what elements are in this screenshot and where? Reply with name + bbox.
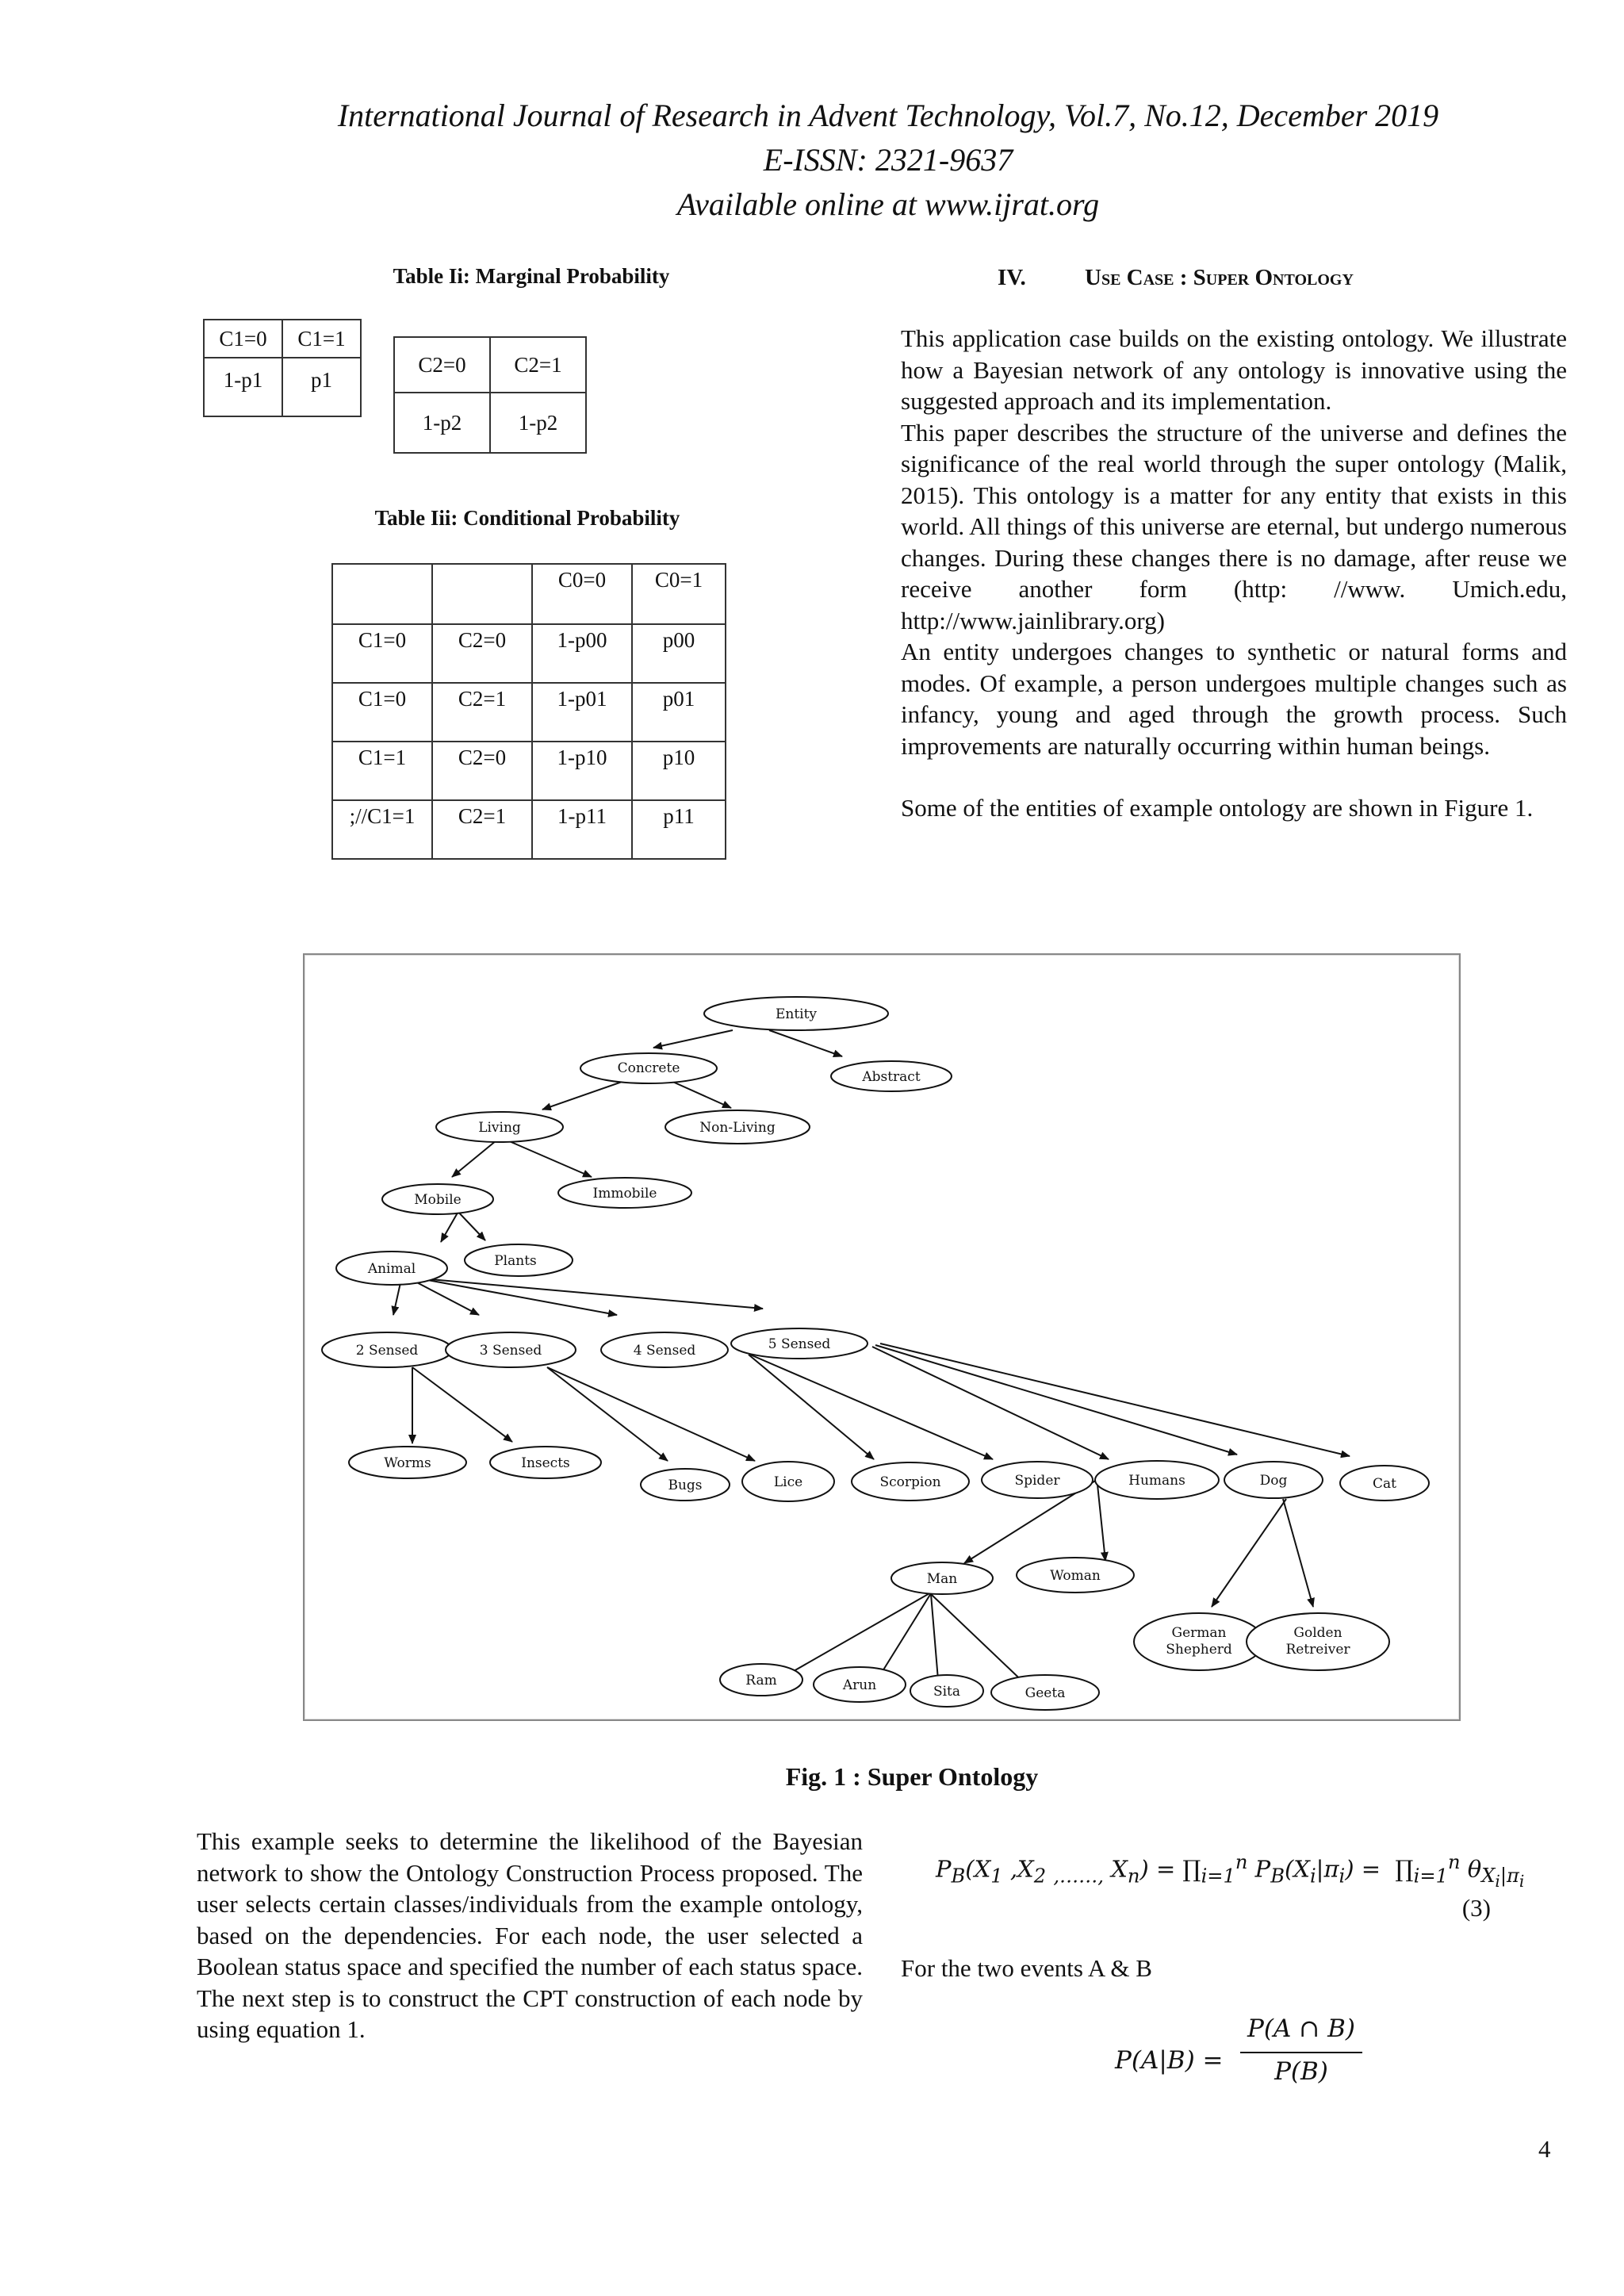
table2-caption: Table Ii: Marginal Probability bbox=[393, 264, 670, 288]
table-cell: p11 bbox=[632, 800, 726, 859]
node-nonliving: Non-Living bbox=[699, 1120, 776, 1136]
table-cell: C2=1 bbox=[432, 800, 532, 859]
table-cell: C1=1 bbox=[282, 320, 361, 358]
table-cell: 1-p2 bbox=[394, 393, 490, 453]
node-golden-line2: Retreiver bbox=[1285, 1642, 1350, 1658]
node-geeta: Geeta bbox=[1025, 1685, 1066, 1701]
table-row bbox=[332, 624, 726, 683]
node-insects: Insects bbox=[521, 1455, 570, 1471]
bottom-left-text bbox=[197, 1826, 863, 2045]
figure-caption: Fig. 1 : Super Ontology bbox=[785, 1762, 1039, 1791]
ontology-tree-diagram bbox=[304, 955, 1459, 1719]
node-immobile: Immobile bbox=[592, 1186, 657, 1202]
node-abstract: Abstract bbox=[862, 1069, 921, 1085]
page-number: 4 bbox=[1538, 2135, 1551, 2163]
node-cat: Cat bbox=[1373, 1476, 1396, 1492]
table-cell: C2=0 bbox=[432, 624, 532, 683]
table-cell: C2=0 bbox=[432, 742, 532, 800]
paragraph: Some of the entities of example ontology are shown in Figure 1. bbox=[901, 794, 1534, 822]
node-scorpion: Scorpion bbox=[879, 1474, 941, 1490]
right-column-text bbox=[901, 323, 1567, 824]
node-lice: Lice bbox=[773, 1474, 803, 1490]
journal-title: International Journal of Research in Advent Technology, Vol.7, No.12, December 2019 bbox=[337, 98, 1439, 133]
table-row bbox=[332, 742, 726, 800]
node-spider: Spider bbox=[1014, 1473, 1060, 1489]
node-worms: Worms bbox=[384, 1455, 431, 1471]
table-cell: 1-p01 bbox=[532, 683, 632, 742]
table-row bbox=[332, 683, 726, 742]
paragraph: An entity undergoes changes to synthetic or natural forms and modes. Of example, a person undergoes multiple changes such as infancy, young and aged through the growth process. Such improvements are naturally occurring within human beings. bbox=[901, 638, 1567, 760]
table-row bbox=[332, 800, 726, 859]
table-cell: p00 bbox=[632, 624, 726, 683]
table-cell: 1-p10 bbox=[532, 742, 632, 800]
node-2-sensed: 2 Sensed bbox=[355, 1343, 419, 1359]
node-5-sensed: 5 Sensed bbox=[768, 1336, 831, 1352]
table-cell: p1 bbox=[282, 358, 361, 416]
table-cell: 1-p00 bbox=[532, 624, 632, 683]
table-cell: p10 bbox=[632, 742, 726, 800]
table-cell: 1-p11 bbox=[532, 800, 632, 859]
marginal-table-c2 bbox=[393, 336, 587, 454]
node-entity: Entity bbox=[775, 1006, 818, 1022]
table-header-cell bbox=[332, 564, 432, 624]
node-3-sensed: 3 Sensed bbox=[479, 1343, 542, 1359]
node-sita: Sita bbox=[933, 1684, 961, 1700]
table-header-cell bbox=[432, 564, 532, 624]
node-ram: Ram bbox=[745, 1673, 777, 1688]
node-concrete: Concrete bbox=[617, 1060, 680, 1076]
node-golden-line1: Golden bbox=[1293, 1625, 1342, 1641]
node-4-sensed: 4 Sensed bbox=[633, 1343, 696, 1359]
table-cell: p01 bbox=[632, 683, 726, 742]
section-heading bbox=[998, 265, 1553, 291]
figure-frame bbox=[303, 953, 1461, 1721]
table-cell: C2=0 bbox=[394, 337, 490, 393]
table-cell: C1=0 bbox=[204, 320, 282, 358]
table3-caption: Table Iii: Conditional Probability bbox=[374, 506, 680, 530]
table-cell: 1-p1 bbox=[204, 358, 282, 416]
node-living: Living bbox=[478, 1120, 521, 1136]
table-header-cell: C0=0 bbox=[532, 564, 632, 624]
paragraph: This example seeks to determine the likelihood of the Bayesian network to show the Ontology Construction Process proposed. The user selects certain classes/individuals from the example ontology, based on the dependencies. For each node, the user selected a Boolean status space and specified the number of each status space. The next step is to construct the CPT construction of each node by using equation 1. bbox=[197, 1827, 863, 2043]
node-humans: Humans bbox=[1128, 1473, 1185, 1489]
table-cell: C1=0 bbox=[332, 683, 432, 742]
section-title: Use Case : Super Ontology bbox=[1085, 265, 1354, 290]
section-number: IV. bbox=[998, 265, 1026, 290]
events-text: For the two events A & B bbox=[901, 1954, 1152, 1982]
table-cell: ;//C1=1 bbox=[332, 800, 432, 859]
journal-url: Available online at www.ijrat.org bbox=[676, 186, 1100, 222]
node-man: Man bbox=[926, 1571, 958, 1587]
node-dog: Dog bbox=[1259, 1473, 1288, 1489]
node-woman: Woman bbox=[1050, 1568, 1101, 1584]
paragraph: This application case builds on the existing ontology. We illustrate how a Bayesian network of any ontology is innovative using the suggested approach and its implementation. bbox=[901, 324, 1567, 415]
node-bugs: Bugs bbox=[668, 1478, 703, 1493]
journal-issn: E-ISSN: 2321-9637 bbox=[763, 142, 1013, 178]
node-plants: Plants bbox=[494, 1253, 537, 1269]
equation-number: (3) bbox=[1461, 1894, 1491, 1922]
marginal-table-c1 bbox=[203, 319, 362, 417]
node-arun: Arun bbox=[842, 1677, 877, 1693]
table-cell: 1-p2 bbox=[490, 393, 586, 453]
node-german-line2: Shepherd bbox=[1166, 1642, 1232, 1658]
bayes-formula: P(A|B) = P(A ∩ B) P(B) bbox=[1115, 2014, 1369, 2102]
equation-3: $P_B(X_1$ $,X_2$ $_{,\dots\dots,}$ $X_n$) = $\prod_{i=1}^n$ $P_B(X_i|\pi_i)$ = $\prod_{i=1}^n$ $\theta_{X_i|\pi_i}$ bbox=[936, 1851, 1525, 1892]
table-cell: C2=1 bbox=[490, 337, 586, 393]
node-mobile: Mobile bbox=[414, 1192, 462, 1208]
table-cell: C1=0 bbox=[332, 624, 432, 683]
table-cell: C2=1 bbox=[432, 683, 532, 742]
table-cell: C1=1 bbox=[332, 742, 432, 800]
conditional-table bbox=[331, 563, 726, 860]
node-animal: Animal bbox=[367, 1261, 416, 1277]
paragraph: This paper describes the structure of the universe and defines the significance of the real world through the super ontology (Malik, 2015). This ontology is a matter for any entity that exists in this world. All things of this universe are eternal, but undergo numerous changes. During these changes there is no damage, after reuse we receive another form (http: //www. Umich.edu, http://www.jainlibrary.org) bbox=[901, 418, 1567, 634]
node-german-line1: German bbox=[1171, 1625, 1227, 1641]
table-header-cell: C0=1 bbox=[632, 564, 726, 624]
